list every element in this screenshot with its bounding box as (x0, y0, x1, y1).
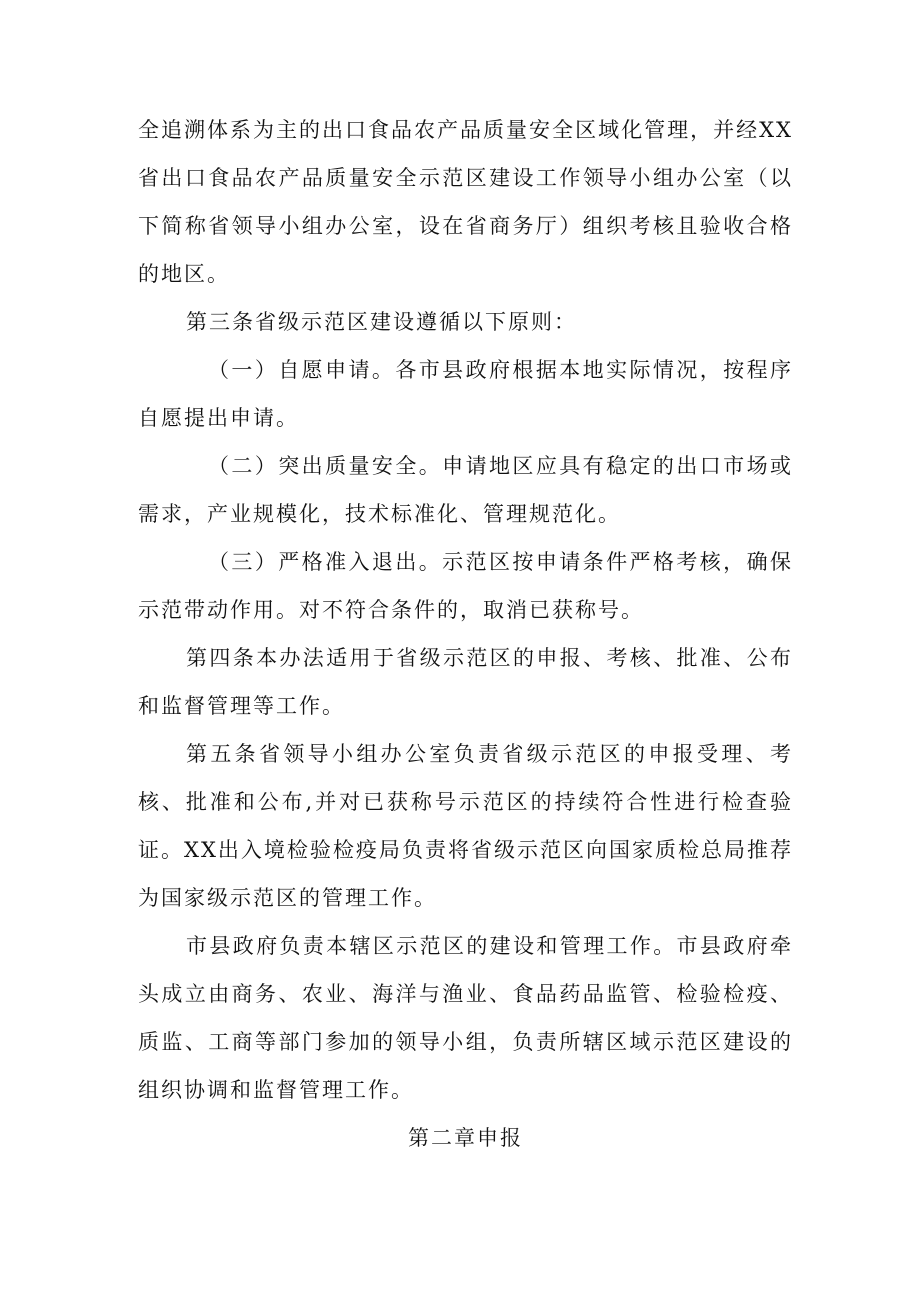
county-government-paragraph: 市县政府负责本辖区示范区的建设和管理工作。市县政府牵头成立由商务、农业、海洋与渔业、食品药品监管、检验检疫、质监、工商等部门参加的领导小组，负责所辖区域示范区建设的组织协调和监督管理工作。 (138, 934, 793, 1102)
principle-1-paragraph: （一）自愿申请。各市县政府根据本地实际情况，按程序自愿提出申请。 (138, 358, 793, 430)
article-4-paragraph: 第四条本办法适用于省级示范区的申报、考核、批准、公布和监督管理等工作。 (138, 646, 793, 718)
document-body (138, 106, 793, 1162)
paragraph-continuation: 全追溯体系为主的出口食品农产品质量安全区域化管理，并经XX省出口食品农产品质量安全示范区建设工作领导小组办公室（以下简称省领导小组办公室，设在省商务厅）组织考核且验收合格的地区。 (138, 118, 793, 286)
article-3-paragraph: 第三条省级示范区建设遵循以下原则： (186, 310, 577, 334)
chapter-heading: 第二章申报 (408, 1126, 523, 1150)
principle-3-paragraph: （三）严格准入退出。示范区按申请条件严格考核，确保示范带动作用。对不符合条件的，取消已获称号。 (138, 550, 793, 622)
principle-2-paragraph: （二）突出质量安全。申请地区应具有稳定的出口市场或需求，产业规模化，技术标准化、管理规范化。 (138, 454, 793, 526)
article-5-paragraph: 第五条省领导小组办公室负责省级示范区的申报受理、考核、批准和公布,并对已获称号示范区的持续符合性进行检查验证。XX出入境检验检疫局负责将省级示范区向国家质检总局推荐为国家级示范区的管理工作。 (138, 742, 793, 910)
